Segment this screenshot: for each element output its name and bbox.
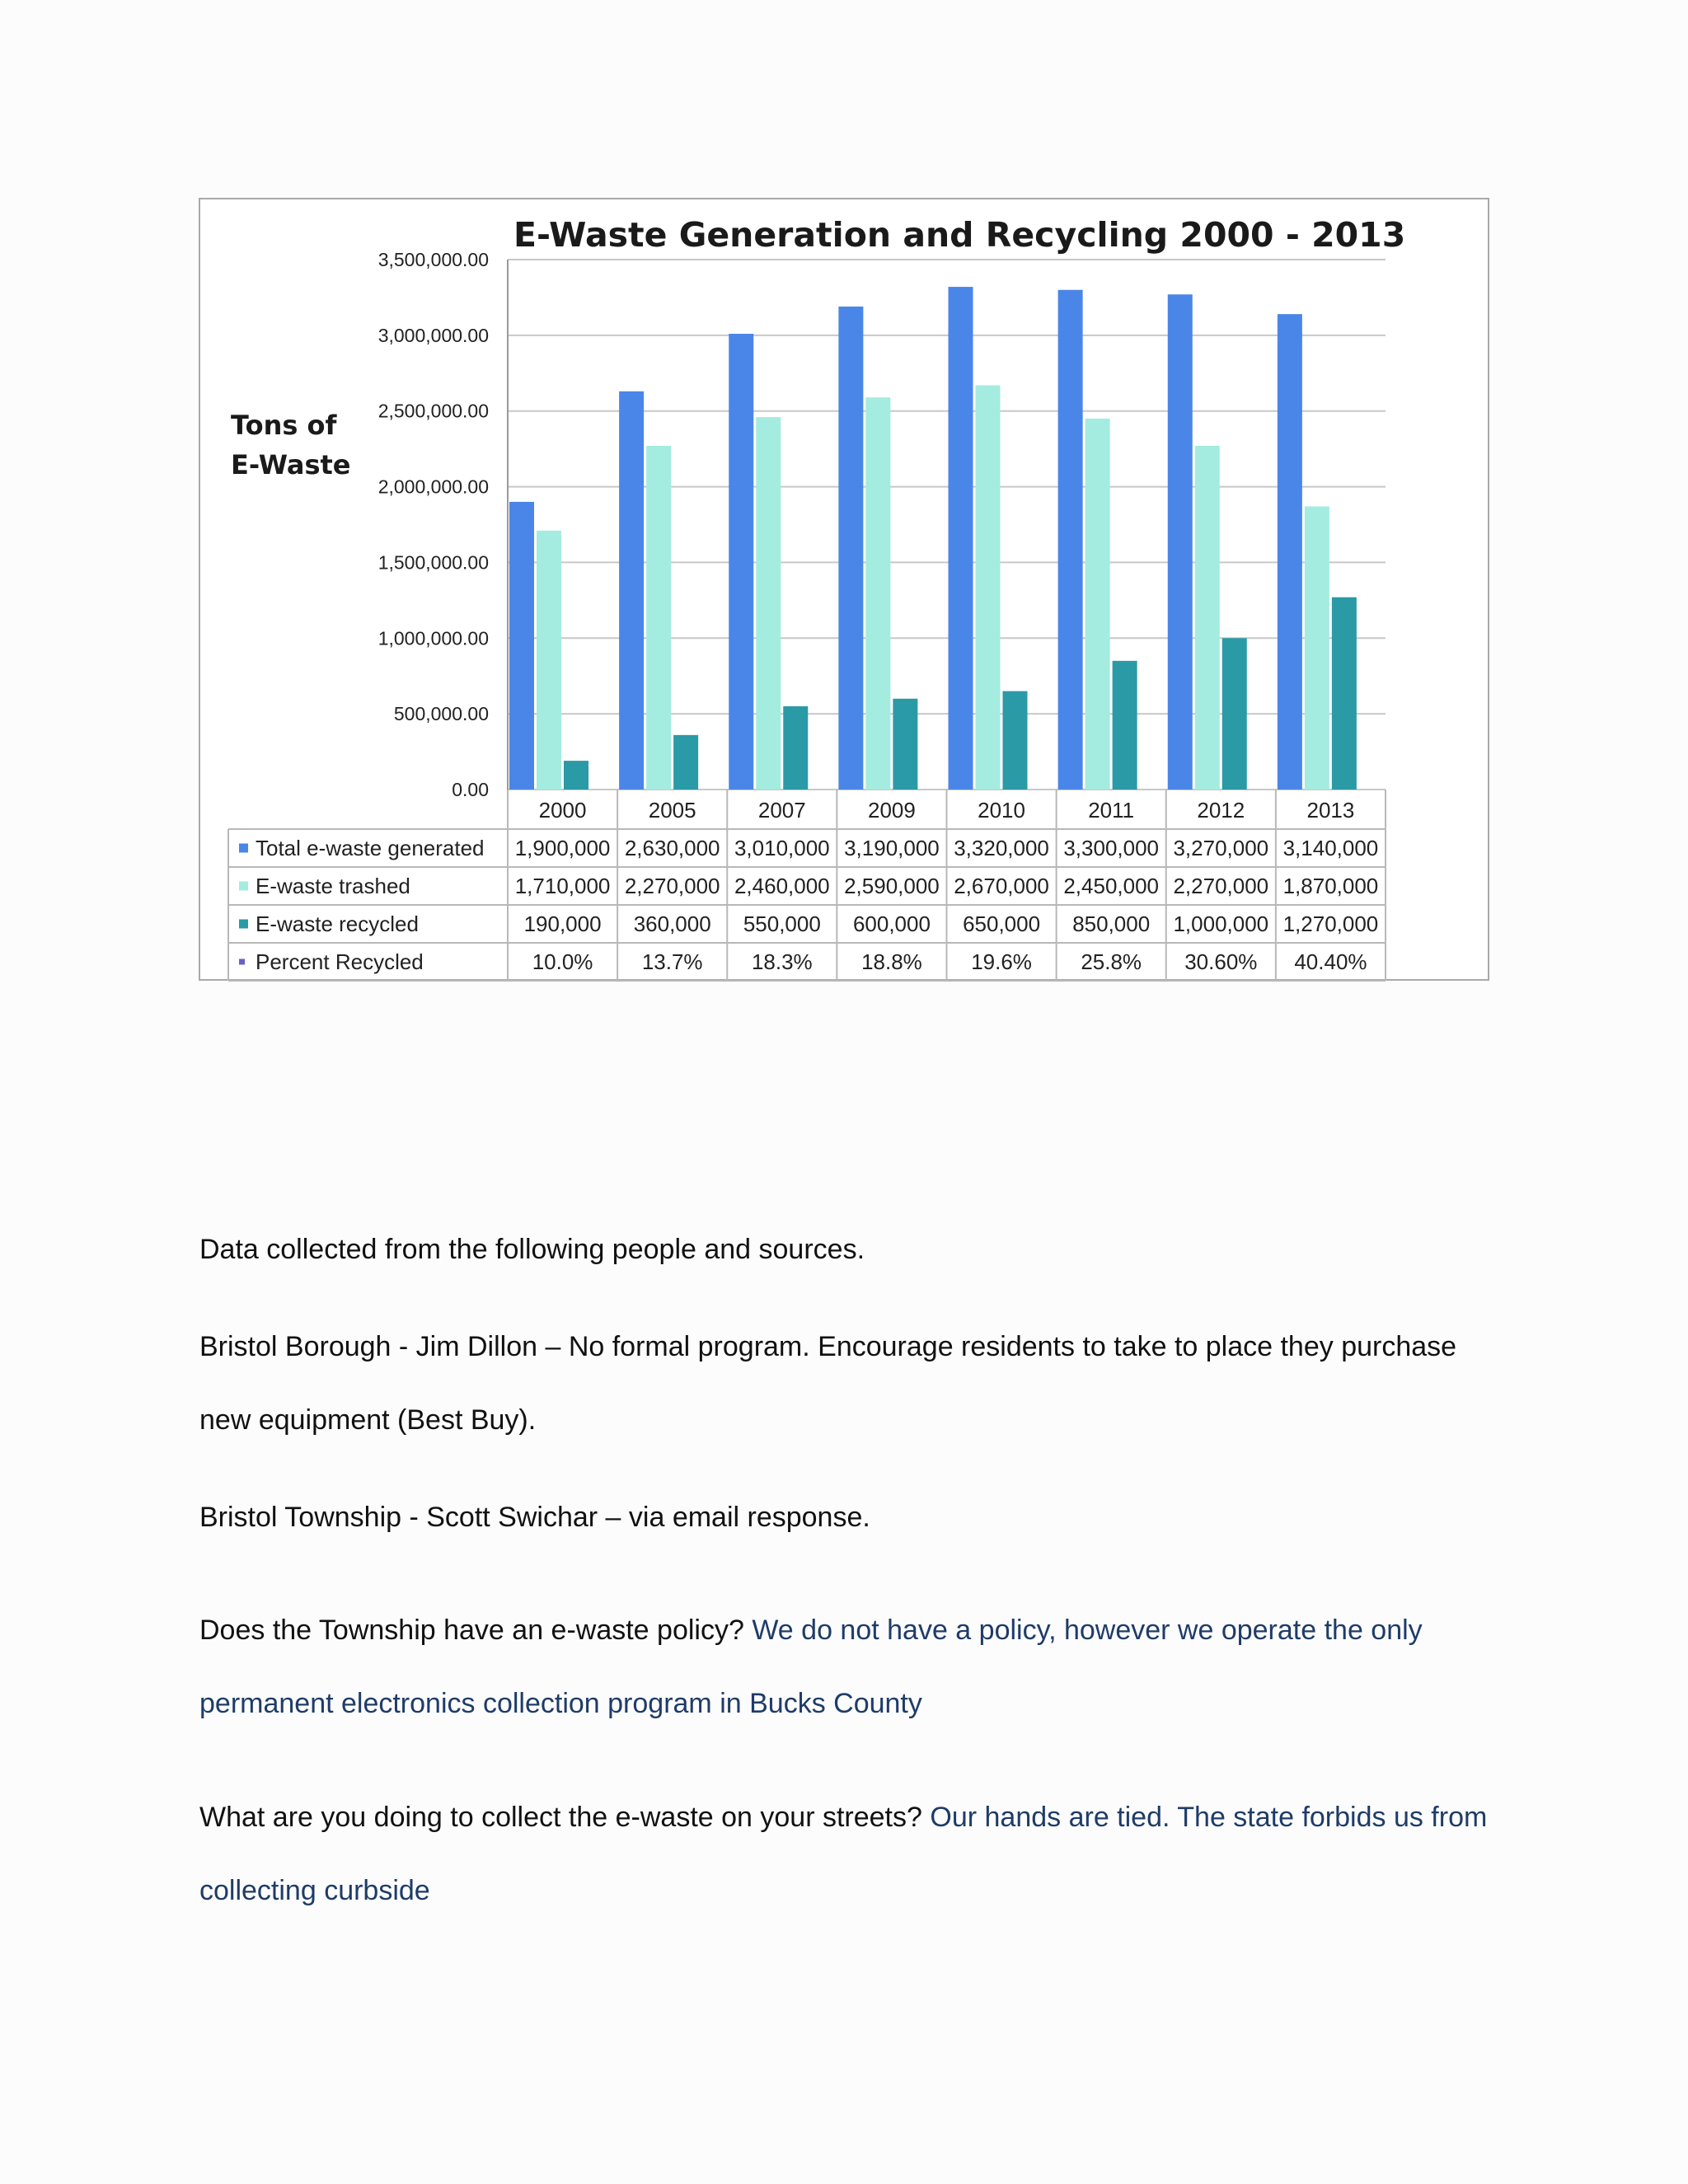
data-label: 1,870,000 <box>1282 874 1379 898</box>
data-label: 360,000 <box>633 912 711 936</box>
x-tick-label: 2007 <box>757 798 806 823</box>
data-label: 600,000 <box>852 912 931 936</box>
data-label: 30.60% <box>1184 949 1258 974</box>
data-label: 2,670,000 <box>954 874 1049 898</box>
legend-entry: Total e-waste generated <box>256 836 485 860</box>
legend-entry: Percent Recycled <box>256 949 424 974</box>
bar <box>838 307 863 790</box>
data-label: 550,000 <box>743 912 821 936</box>
data-label: 3,140,000 <box>1282 836 1379 860</box>
x-tick-label: 2000 <box>538 798 587 823</box>
bristol-borough-paragraph <box>199 1310 1502 1457</box>
collection-question: What are you doing to collect the e-waste on your streets? <box>199 1802 922 1833</box>
bar <box>564 761 588 790</box>
data-label: 1,270,000 <box>1282 912 1379 936</box>
legend-entry: E-waste trashed <box>256 874 410 898</box>
bar <box>1085 419 1110 790</box>
bar <box>673 735 698 790</box>
bar <box>1058 290 1083 790</box>
bar <box>949 287 973 790</box>
x-tick-label: 2009 <box>868 798 916 823</box>
bristol-township-paragraph <box>199 1481 1502 1554</box>
legend-swatch <box>239 882 248 891</box>
data-label: 850,000 <box>1072 912 1151 936</box>
data-label: 13.7% <box>641 949 703 974</box>
policy-question: Does the Township have an e-waste policy? <box>199 1615 744 1646</box>
data-label: 650,000 <box>963 912 1041 936</box>
legend-swatch <box>239 920 248 929</box>
y-axis-label-line-2: E-Waste <box>231 449 351 480</box>
data-label: 2,450,000 <box>1063 874 1160 898</box>
data-label: 18.8% <box>861 949 922 974</box>
data-table <box>228 790 1386 981</box>
collection-answer: Our hands are tied. The state forbids us from collecting curbside <box>199 1802 1488 1906</box>
bar <box>1113 661 1137 790</box>
bar <box>1195 446 1220 790</box>
data-label: 190,000 <box>523 912 602 936</box>
policy-answer: We do not have a policy, however we operate the only permanent electronics collection program in Bucks County <box>199 1615 1423 1719</box>
x-tick-label: 2012 <box>1197 798 1245 823</box>
bar <box>976 385 1001 790</box>
data-label: 19.6% <box>971 949 1032 974</box>
intro-paragraph <box>199 1213 1502 1286</box>
y-tick-label: 500,000.00 <box>393 703 489 725</box>
data-label: 3,300,000 <box>1063 836 1160 860</box>
legend-swatch <box>239 959 245 965</box>
y-tick-label: 0.00 <box>452 779 489 800</box>
bar <box>865 397 890 790</box>
y-tick-label: 3,000,000.00 <box>377 324 489 346</box>
data-label: 1,000,000 <box>1173 912 1269 936</box>
bar <box>783 706 808 790</box>
data-label: 2,590,000 <box>844 874 940 898</box>
bar <box>1332 598 1357 790</box>
data-label: 3,270,000 <box>1173 836 1269 860</box>
bar <box>646 446 671 790</box>
bar <box>509 502 534 790</box>
intro-text: Data collected from the following people and sources. <box>199 1234 865 1265</box>
bar <box>893 699 917 790</box>
bar <box>729 334 753 790</box>
data-label: 2,270,000 <box>624 874 720 898</box>
bar <box>1278 314 1302 790</box>
y-tick-label: 1,500,000.00 <box>377 551 489 574</box>
chart-canvas <box>200 199 1491 982</box>
chart-figure <box>199 198 1489 981</box>
data-label: 2,630,000 <box>624 836 720 860</box>
data-label: 3,010,000 <box>734 836 830 860</box>
bristol-township-text: Bristol Township - Scott Swichar – via email response. <box>199 1502 870 1533</box>
data-label: 10.0% <box>532 949 593 974</box>
bar <box>619 391 644 790</box>
y-tick-label: 3,500,000.00 <box>377 249 489 270</box>
bar <box>1305 506 1329 790</box>
data-label: 2,270,000 <box>1173 874 1269 898</box>
chart-title: E-Waste Generation and Recycling 2000 - 2013 <box>513 215 1406 255</box>
data-label: 3,320,000 <box>954 836 1049 860</box>
data-label: 1,710,000 <box>514 874 611 898</box>
x-tick-label: 2013 <box>1306 798 1355 823</box>
y-tick-label: 2,000,000.00 <box>377 476 489 498</box>
data-label: 3,190,000 <box>844 836 940 860</box>
bar <box>1168 294 1193 790</box>
y-axis-ticks <box>378 249 489 800</box>
data-label: 40.40% <box>1294 949 1367 974</box>
x-tick-label: 2005 <box>648 798 696 823</box>
bristol-borough-text: Bristol Borough - Jim Dillon – No formal program. Encourage residents to take to place they purchase new equipment (Best Buy). <box>199 1331 1457 1436</box>
data-label: 1,900,000 <box>514 836 611 860</box>
bar <box>537 531 561 790</box>
x-tick-label: 2011 <box>1088 798 1135 823</box>
y-axis-label-line-1: Tons of <box>231 410 337 441</box>
y-tick-label: 1,000,000.00 <box>377 627 489 649</box>
bar <box>1222 638 1247 790</box>
x-tick-label: 2010 <box>978 798 1025 823</box>
data-label: 25.8% <box>1081 949 1142 974</box>
bar <box>1003 691 1028 790</box>
policy-question-paragraph <box>199 1594 1502 1741</box>
data-label: 18.3% <box>751 949 813 974</box>
legend-entry: E-waste recycled <box>256 912 419 936</box>
collection-question-paragraph <box>199 1781 1502 1928</box>
y-tick-label: 2,500,000.00 <box>377 400 489 422</box>
data-label: 2,460,000 <box>734 874 830 898</box>
legend-swatch <box>239 844 248 853</box>
bar <box>756 417 781 790</box>
